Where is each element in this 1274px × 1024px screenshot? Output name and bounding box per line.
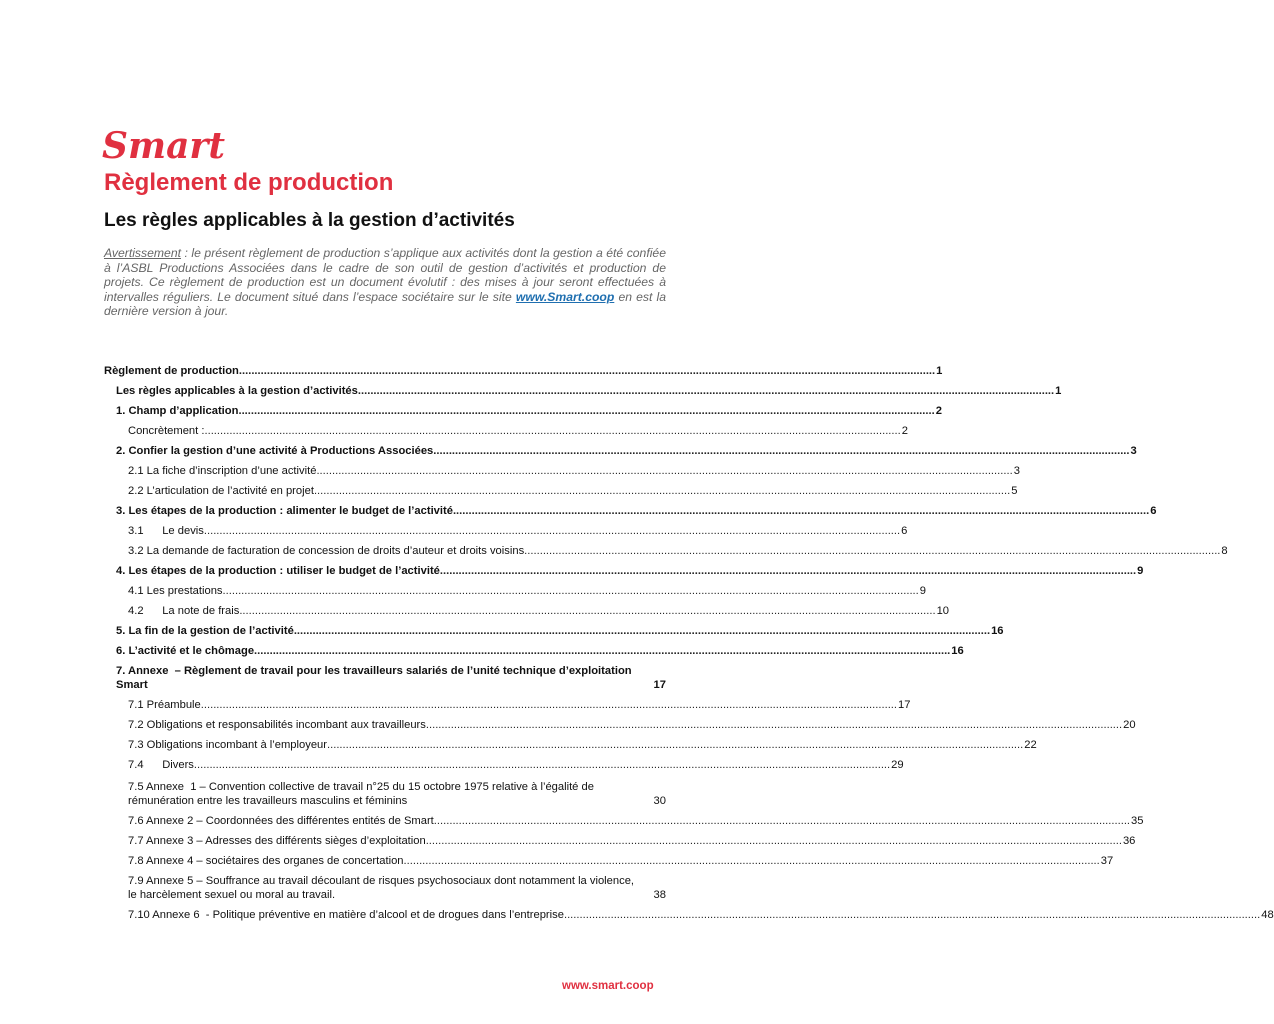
warning-text: : le présent règlement de production s’applique aux activités dont la gestion a été confiée à l’ASBL Productions Associées dans le cadre de son outil de gestion d’activités et production de projets. Ce règlement de production est un document évolutif : des mises à jour seront effectuées à intervalles réguliers. Le document situé dans l’espace sociétaire sur le site <box>104 246 666 304</box>
toc-entry[interactable]: 2.1 La fiche d’inscription d’une activité ................................................................................................................................................................................................................................ 3 <box>128 465 1020 477</box>
toc-entry[interactable]: 4.2 La note de frais ................................................................................................................................................................................................................................ 10 <box>128 605 950 617</box>
toc-entry[interactable]: 3.1 Le devis ................................................................................................................................................................................................................................ 6 <box>128 525 908 537</box>
smart-logo <box>102 122 242 170</box>
toc-entry[interactable]: 3.2 La demande de facturation de concession de droits d’auteur et droits voisins ................................................................................................................................................................................................................................ 8 <box>128 545 1228 557</box>
warning-tail: en est la dernière version à jour <box>104 289 666 319</box>
toc-entry[interactable]: 2. Confier la gestion d’une activité à Productions Associées ................................................................................................................................................................................................................................ 3 <box>116 445 1137 457</box>
toc-entry[interactable]: 5. La fin de la gestion de l’activité ................................................................................................................................................................................................................................ 16 <box>116 625 1004 637</box>
warning-label: Avertissement <box>104 246 181 260</box>
toc-entry[interactable]: 7.6 Annexe 2 – Coordonnées des différentes entités de Smart ................................................................................................................................................................................................................................ 35 <box>128 815 1144 827</box>
toc-entry[interactable]: 7.2 Obligations et responsabilités incombant aux travailleurs ................................................................................................................................................................................................................................ 20 <box>128 719 1136 731</box>
document-subtitle: Les règles applicables à la gestion d’activités <box>104 210 515 231</box>
toc-entry[interactable]: 7.8 Annexe 4 – sociétaires des organes de concertation ................................................................................................................................................................................................................................ 37 <box>128 855 1114 867</box>
toc-entry[interactable]: Règlement de production ................................................................................................................................................................................................................................ 1 <box>104 365 943 377</box>
toc-entry[interactable]: 7.1 Préambule ................................................................................................................................................................................................................................ 17 <box>128 699 911 711</box>
toc-entry[interactable]: 7. Annexe – Règlement de travail pour les travailleurs salariés de l’unité technique d’exploitation Smart 17 <box>116 665 666 691</box>
toc-entry[interactable]: Les règles applicables à la gestion d’activités ................................................................................................................................................................................................................................ 1 <box>116 385 1062 397</box>
document-title: Règlement de production <box>104 169 394 196</box>
toc-entry[interactable]: 4.1 Les prestations ................................................................................................................................................................................................................................ 9 <box>128 585 927 597</box>
toc-entry[interactable]: 7.3 Obligations incombant à l’employeur ................................................................................................................................................................................................................................ 22 <box>128 739 1037 751</box>
toc-entry[interactable]: 6. L’activité et le chômage ................................................................................................................................................................................................................................ 16 <box>116 645 964 657</box>
toc-entry[interactable]: 7.4 Divers ................................................................................................................................................................................................................................ 29 <box>128 759 904 771</box>
toc-entry[interactable]: 7.10 Annexe 6 - Politique préventive en matière d’alcool et de drogues dans l’entreprise ................................................................................................................................................................................................................................ 48 <box>128 909 1274 921</box>
footer-website-link[interactable]: www.smart.coop <box>562 980 654 992</box>
toc-entry[interactable]: 7.9 Annexe 5 – Souffrance au travail découlant de risques psychosociaux dont notamment la violence, le harcèlement sexuel ou moral au travail. 38 <box>128 875 666 901</box>
toc-entry[interactable]: Concrètement : ................................................................................................................................................................................................................................ 2 <box>128 425 908 437</box>
toc-entry[interactable]: 1. Champ d’application ................................................................................................................................................................................................................................ 2 <box>116 405 942 417</box>
toc-entry[interactable]: 4. Les étapes de la production : utiliser le budget de l’activité ................................................................................................................................................................................................................................ 9 <box>116 565 1144 577</box>
smart-coop-link[interactable]: www.Smart.coop <box>515 289 615 304</box>
toc-entry[interactable]: 7.5 Annexe 1 – Convention collective de travail n°25 du 15 octobre 1975 relative à l’égalité de rémunération entre les travailleurs masculins et féminins 30 <box>128 781 666 807</box>
toc-entry[interactable]: 3. Les étapes de la production : alimenter le budget de l’activité ................................................................................................................................................................................................................................ 6 <box>116 505 1157 517</box>
toc-entry[interactable]: 7.7 Annexe 3 – Adresses des différents sièges d’exploitation ................................................................................................................................................................................................................................ 36 <box>128 835 1136 847</box>
warning-paragraph <box>104 246 666 319</box>
warning-period: . <box>224 304 229 319</box>
logo-text: Smart <box>102 125 226 167</box>
toc-entry[interactable]: 2.2 L’articulation de l’activité en projet ................................................................................................................................................................................................................................ 5 <box>128 485 1018 497</box>
